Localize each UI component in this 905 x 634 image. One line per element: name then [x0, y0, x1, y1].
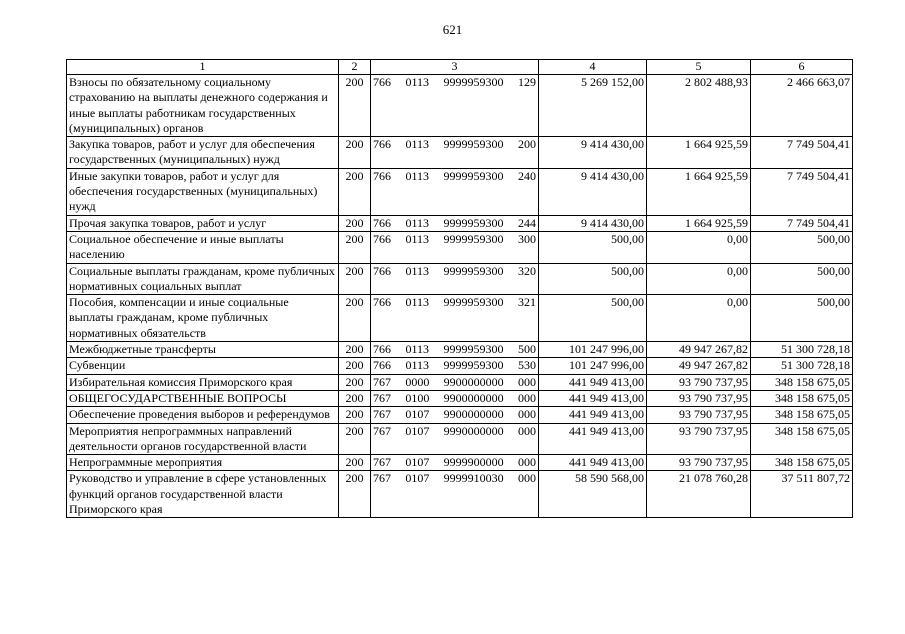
budget-code — [371, 263, 539, 295]
code-section: 0113 — [405, 137, 430, 152]
table-row — [67, 342, 853, 358]
code-expense-type: 321 — [517, 295, 536, 310]
value-col6: 348 158 675,05 — [751, 374, 853, 390]
row-name: Мероприятия непрограммных направлений деятельности органов государственной власти — [67, 423, 339, 455]
code-ministry: 766 — [373, 342, 391, 357]
code-200: 200 — [339, 231, 371, 263]
header-row — [67, 60, 853, 75]
code-expense-type: 000 — [517, 407, 536, 422]
code-200: 200 — [339, 390, 371, 406]
table-row — [67, 374, 853, 390]
code-section: 0113 — [405, 215, 430, 230]
table-row — [67, 137, 853, 169]
value-col5: 0,00 — [647, 295, 751, 342]
code-target: 9999900000 — [443, 455, 504, 470]
budget-code — [371, 231, 539, 263]
table-row — [67, 75, 853, 137]
value-col6: 500,00 — [751, 295, 853, 342]
value-col6: 7 749 504,41 — [751, 137, 853, 169]
value-col6: 51 300 728,18 — [751, 358, 853, 374]
value-col6: 37 511 807,72 — [751, 471, 853, 518]
code-ministry: 767 — [373, 423, 391, 438]
code-section: 0107 — [405, 407, 430, 422]
code-ministry: 766 — [373, 231, 391, 246]
budget-code — [371, 168, 539, 215]
value-col4: 500,00 — [539, 295, 647, 342]
value-col6: 2 466 663,07 — [751, 75, 853, 137]
code-target: 9900000000 — [443, 407, 504, 422]
code-expense-type: 244 — [517, 215, 536, 230]
code-expense-type: 000 — [517, 423, 536, 438]
code-200: 200 — [339, 295, 371, 342]
column-header: 5 — [647, 60, 751, 75]
table-row — [67, 295, 853, 342]
code-200: 200 — [339, 455, 371, 471]
code-target: 9999959300 — [443, 231, 504, 246]
code-section: 0107 — [405, 471, 430, 486]
row-name: ОБЩЕГОСУДАРСТВЕННЫЕ ВОПРОСЫ — [67, 390, 339, 406]
value-col4: 5 269 152,00 — [539, 75, 647, 137]
code-expense-type: 000 — [517, 390, 536, 405]
code-target: 9999959300 — [443, 168, 504, 183]
budget-code — [371, 390, 539, 406]
value-col6: 348 158 675,05 — [751, 390, 853, 406]
code-expense-type: 000 — [517, 471, 536, 486]
column-header: 6 — [751, 60, 853, 75]
code-200: 200 — [339, 342, 371, 358]
code-target: 9999959300 — [443, 75, 504, 89]
value-col5: 21 078 760,28 — [647, 471, 751, 518]
row-name: Межбюджетные трансферты — [67, 342, 339, 358]
code-ministry: 767 — [373, 390, 391, 405]
value-col4: 9 414 430,00 — [539, 215, 647, 231]
value-col4: 500,00 — [539, 263, 647, 295]
code-expense-type: 000 — [517, 374, 536, 389]
column-header: 1 — [67, 60, 339, 75]
column-header: 4 — [539, 60, 647, 75]
code-ministry: 766 — [373, 358, 391, 373]
value-col4: 101 247 996,00 — [539, 358, 647, 374]
code-section: 0107 — [405, 423, 430, 438]
code-target: 9999959300 — [443, 263, 504, 278]
code-target: 9999959300 — [443, 358, 504, 373]
code-target: 9900000000 — [443, 390, 504, 405]
budget-code — [371, 407, 539, 423]
code-expense-type: 129 — [517, 75, 536, 89]
code-200: 200 — [339, 263, 371, 295]
value-col6: 348 158 675,05 — [751, 407, 853, 423]
code-200: 200 — [339, 168, 371, 215]
budget-code — [371, 423, 539, 455]
code-target: 9999959300 — [443, 295, 504, 310]
column-header: 2 — [339, 60, 371, 75]
code-ministry: 767 — [373, 455, 391, 470]
row-name: Прочая закупка товаров, работ и услуг — [67, 215, 339, 231]
value-col6: 348 158 675,05 — [751, 423, 853, 455]
value-col5: 93 790 737,95 — [647, 374, 751, 390]
code-expense-type: 000 — [517, 455, 536, 470]
budget-code — [371, 137, 539, 169]
table-row — [67, 358, 853, 374]
code-section: 0113 — [405, 342, 430, 357]
budget-code — [371, 342, 539, 358]
row-name: Субвенции — [67, 358, 339, 374]
budget-code — [371, 455, 539, 471]
code-ministry: 766 — [373, 168, 391, 183]
value-col4: 441 949 413,00 — [539, 390, 647, 406]
value-col4: 441 949 413,00 — [539, 407, 647, 423]
code-expense-type: 500 — [517, 342, 536, 357]
value-col5: 93 790 737,95 — [647, 390, 751, 406]
row-name: Социальное обеспечение и иные выплаты населению — [67, 231, 339, 263]
code-200: 200 — [339, 137, 371, 169]
code-200: 200 — [339, 75, 371, 137]
value-col4: 9 414 430,00 — [539, 168, 647, 215]
code-expense-type: 320 — [517, 263, 536, 278]
code-section: 0100 — [405, 390, 430, 405]
code-target: 9900000000 — [443, 374, 504, 389]
code-ministry: 767 — [373, 407, 391, 422]
code-ministry: 766 — [373, 215, 391, 230]
value-col6: 500,00 — [751, 231, 853, 263]
value-col4: 441 949 413,00 — [539, 455, 647, 471]
code-ministry: 767 — [373, 471, 391, 486]
code-200: 200 — [339, 215, 371, 231]
code-expense-type: 200 — [517, 137, 536, 152]
value-col5: 1 664 925,59 — [647, 168, 751, 215]
table-row — [67, 231, 853, 263]
budget-table — [66, 59, 853, 518]
budget-code — [371, 75, 539, 137]
page-number: 621 — [442, 22, 463, 37]
code-expense-type: 300 — [517, 231, 536, 246]
value-col5: 2 802 488,93 — [647, 75, 751, 137]
table-row — [67, 390, 853, 406]
row-name: Руководство и управление в сфере установленных функций органов государственной власти Приморского края — [67, 471, 339, 518]
row-name: Обеспечение проведения выборов и референдумов — [67, 407, 339, 423]
code-section: 0107 — [405, 455, 430, 470]
code-target: 9990000000 — [443, 423, 504, 438]
code-ministry: 766 — [373, 75, 391, 89]
code-ministry: 767 — [373, 374, 391, 389]
code-200: 200 — [339, 374, 371, 390]
table-row — [67, 407, 853, 423]
budget-code — [371, 295, 539, 342]
code-ministry: 766 — [373, 295, 391, 310]
budget-code — [371, 374, 539, 390]
code-section: 0000 — [405, 374, 430, 389]
code-section: 0113 — [405, 358, 430, 373]
row-name: Иные закупки товаров, работ и услуг для обеспечения государственных (муниципальных) нужд — [67, 168, 339, 215]
value-col4: 441 949 413,00 — [539, 374, 647, 390]
code-target: 9999959300 — [443, 215, 504, 230]
column-header: 3 — [371, 60, 539, 75]
code-expense-type: 240 — [517, 168, 536, 183]
budget-code — [371, 358, 539, 374]
code-section: 0113 — [405, 295, 430, 310]
code-target: 9999959300 — [443, 342, 504, 357]
value-col5: 93 790 737,95 — [647, 423, 751, 455]
value-col5: 49 947 267,82 — [647, 358, 751, 374]
code-expense-type: 530 — [517, 358, 536, 373]
value-col6: 500,00 — [751, 263, 853, 295]
value-col4: 58 590 568,00 — [539, 471, 647, 518]
budget-code — [371, 215, 539, 231]
code-section: 0113 — [405, 168, 430, 183]
row-name: Взносы по обязательному социальному страхованию на выплаты денежного содержания и иные выплаты работникам государственных (муниципальных) органов — [67, 75, 339, 137]
code-200: 200 — [339, 471, 371, 518]
code-ministry: 766 — [373, 137, 391, 152]
value-col5: 0,00 — [647, 231, 751, 263]
table-row — [67, 455, 853, 471]
code-target: 9999959300 — [443, 137, 504, 152]
value-col5: 49 947 267,82 — [647, 342, 751, 358]
code-section: 0113 — [405, 231, 430, 246]
value-col4: 101 247 996,00 — [539, 342, 647, 358]
value-col5: 0,00 — [647, 263, 751, 295]
budget-code — [371, 471, 539, 518]
table-row — [67, 168, 853, 215]
value-col4: 9 414 430,00 — [539, 137, 647, 169]
code-200: 200 — [339, 358, 371, 374]
value-col6: 7 749 504,41 — [751, 168, 853, 215]
value-col5: 93 790 737,95 — [647, 407, 751, 423]
code-section: 0113 — [405, 263, 430, 278]
value-col6: 7 749 504,41 — [751, 215, 853, 231]
row-name: Непрограммные мероприятия — [67, 455, 339, 471]
row-name: Пособия, компенсации и иные социальные выплаты гражданам, кроме публичных нормативных обязательств — [67, 295, 339, 342]
table-row — [67, 215, 853, 231]
code-target: 9999910030 — [443, 471, 504, 486]
table-row — [67, 471, 853, 518]
value-col4: 500,00 — [539, 231, 647, 263]
value-col6: 348 158 675,05 — [751, 455, 853, 471]
table-row — [67, 423, 853, 455]
value-col5: 1 664 925,59 — [647, 137, 751, 169]
code-200: 200 — [339, 407, 371, 423]
code-200: 200 — [339, 423, 371, 455]
value-col5: 93 790 737,95 — [647, 455, 751, 471]
value-col6: 51 300 728,18 — [751, 342, 853, 358]
row-name: Избирательная комиссия Приморского края — [67, 374, 339, 390]
code-ministry: 766 — [373, 263, 391, 278]
value-col5: 1 664 925,59 — [647, 215, 751, 231]
value-col4: 441 949 413,00 — [539, 423, 647, 455]
table-row — [67, 263, 853, 295]
code-section: 0113 — [405, 75, 430, 89]
row-name: Закупка товаров, работ и услуг для обеспечения государственных (муниципальных) нужд — [67, 137, 339, 169]
row-name: Социальные выплаты гражданам, кроме публичных нормативных социальных выплат — [67, 263, 339, 295]
